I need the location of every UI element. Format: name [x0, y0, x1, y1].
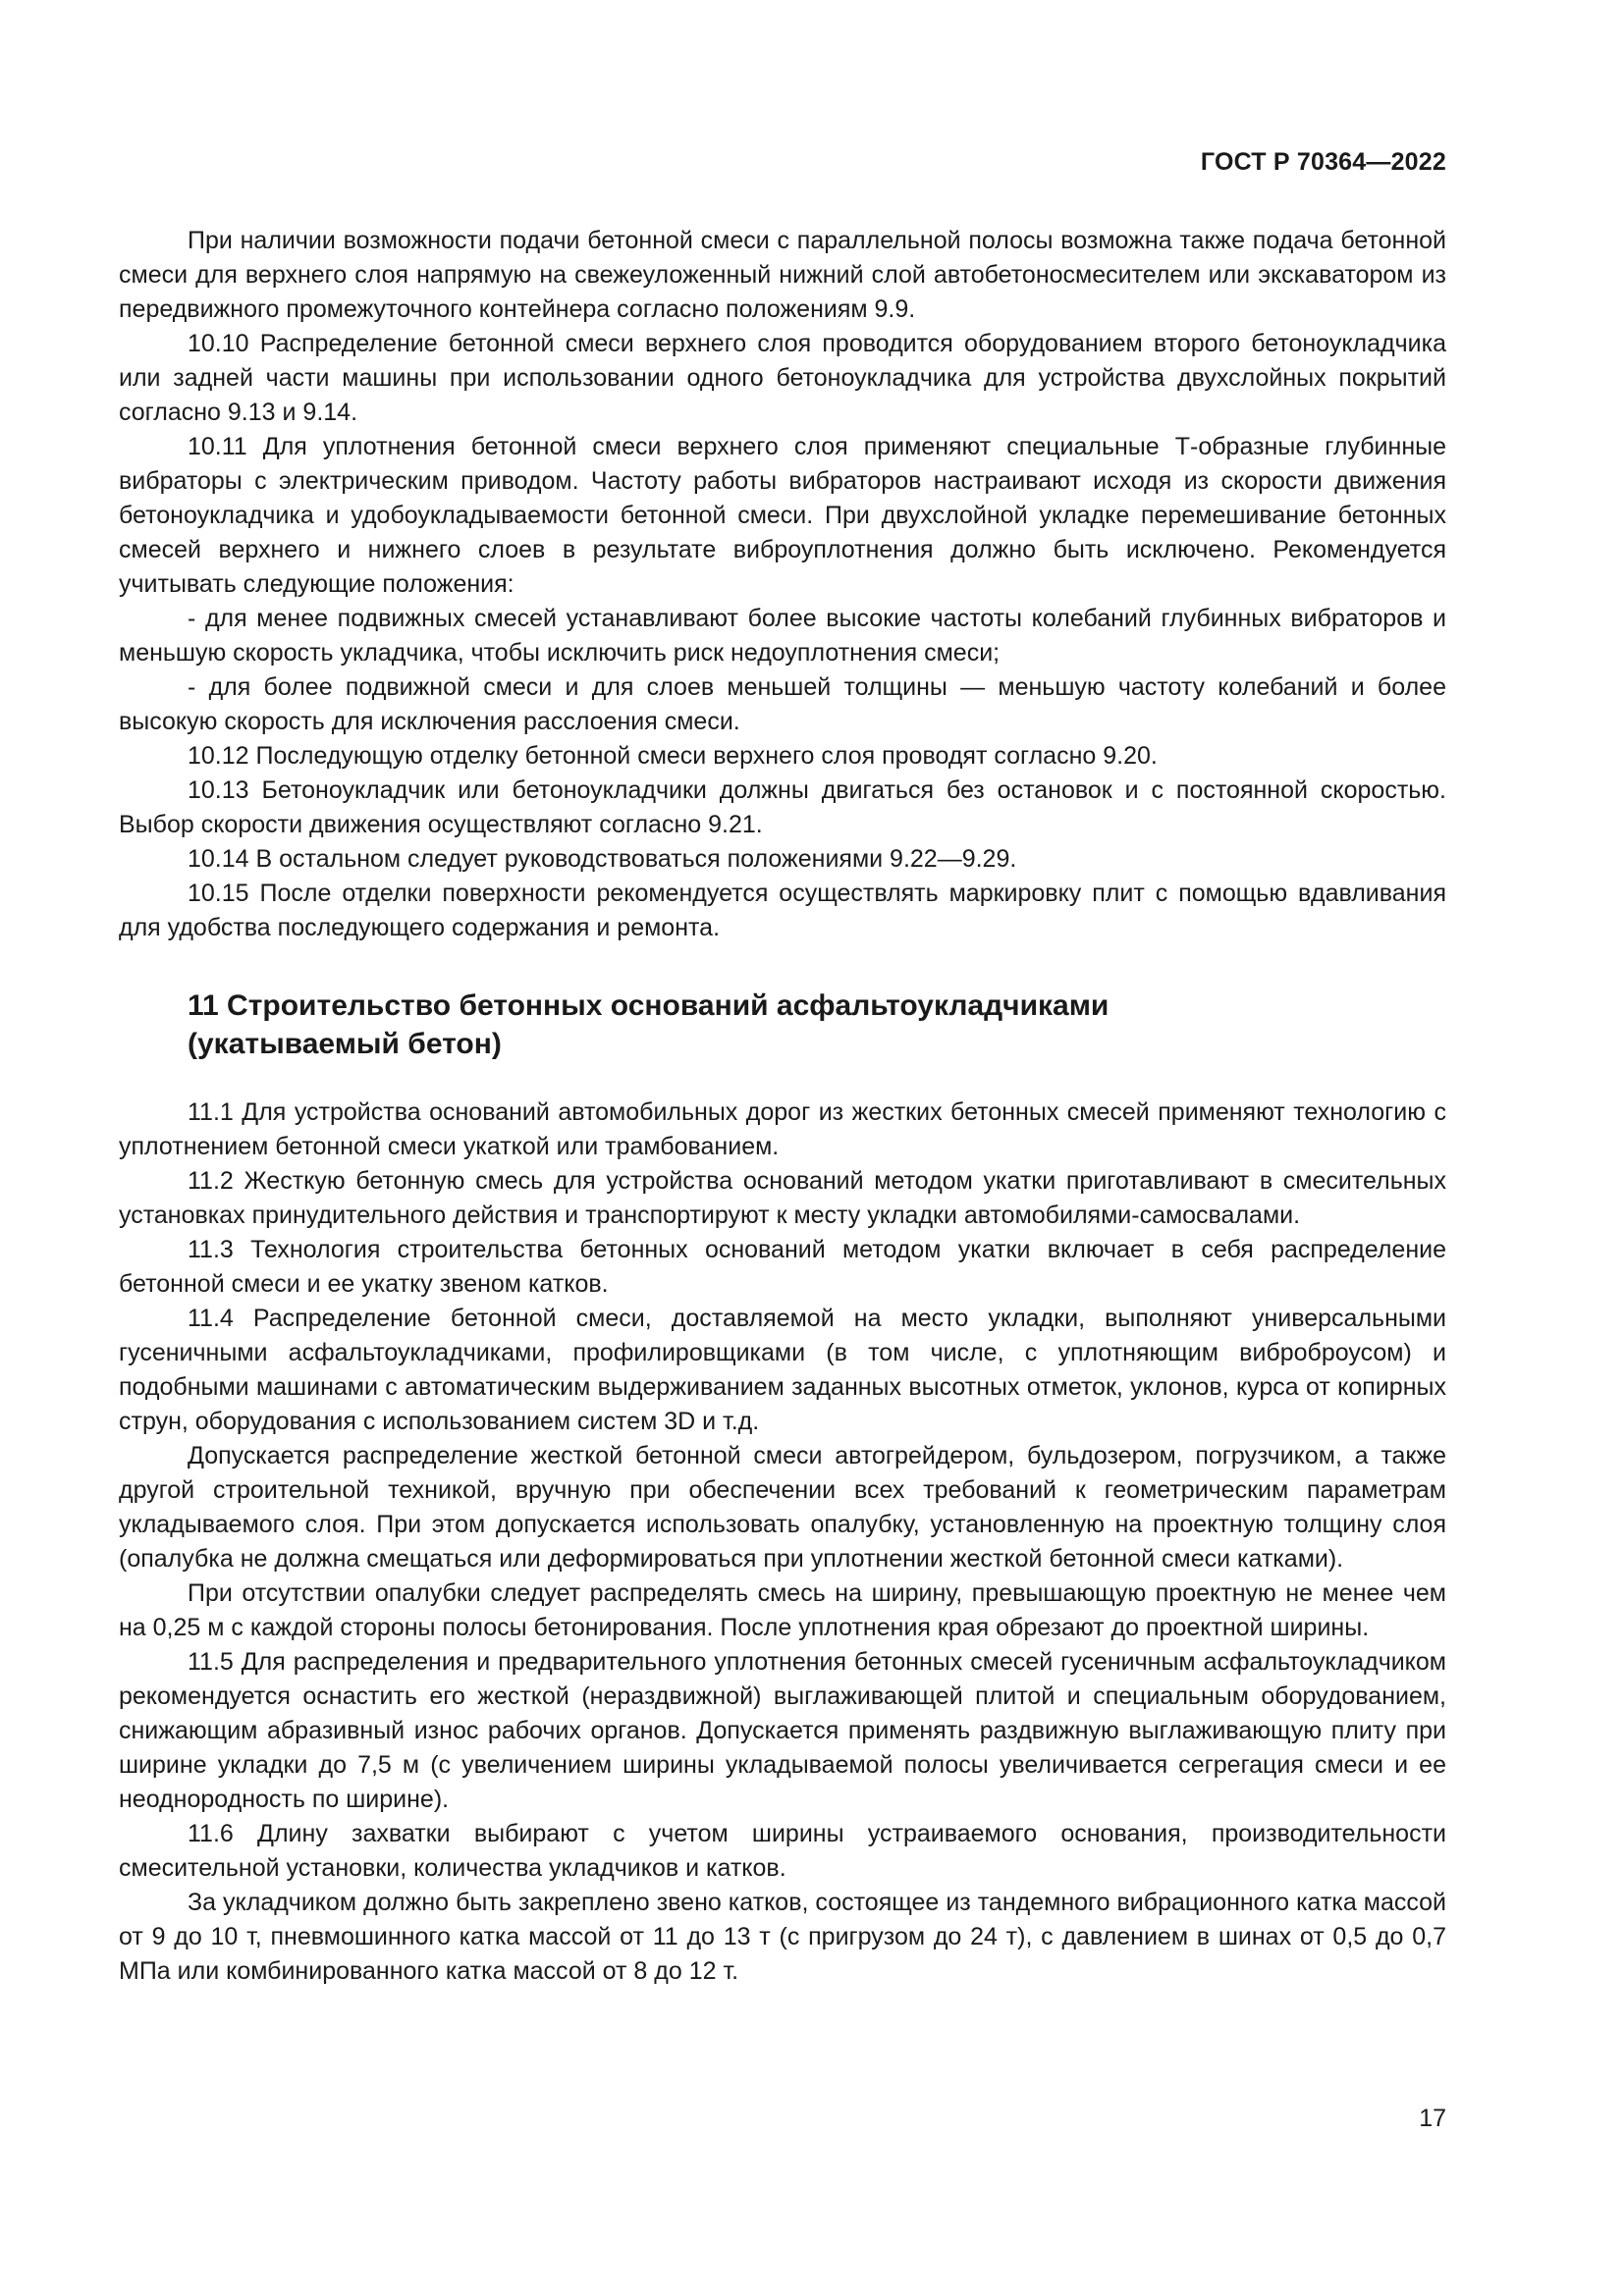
paragraph-10-13: 10.13 Бетоноукладчик или бетоноукладчики должны двигаться без остановок и с постоянной скоростью. Выбор скорости движения осуществляют согласно 9.21. [119, 776, 1446, 838]
paragraph-10-11: 10.11 Для уплотнения бетонной смеси верхнего слоя применяют специальные Т-образные глубинные вибраторы с электрическим приводом. Частоту работы вибраторов настраивают исходя из скорости движения бетоноукладчика и удобоукладываемости бетонной смеси. При двухслойной укладке перемешивание бетонных смесей верхнего и нижнего слоев в результате виброуплотнения должно быть исключено. Рекомендуется учитывать следующие положения: [119, 433, 1446, 598]
document-code: ГОСТ Р 70364—2022 [1200, 148, 1446, 176]
paragraph: За укладчиком должно быть закреплено звено катков, состоящее из тандемного вибрационного катка массой от 9 до 10 т, пневмошинного катка массой от 11 до 13 т (с пригрузом до 24 т), с давлением в шинах от 0,5 до 0,7 МПа или комбинированного катка массой от 8 до 12 т. [119, 1889, 1446, 1985]
paragraph-11-3: 11.3 Технология строительства бетонных оснований методом укатки включает в себя распределение бетонной смеси и ее укатку звеном катков. [119, 1236, 1446, 1298]
page-number: 17 [1419, 2105, 1446, 2132]
paragraph-11-1: 11.1 Для устройства оснований автомобильных дорог из жестких бетонных смесей применяют технологию с уплотнением бетонной смеси укаткой или трамбованием. [119, 1098, 1446, 1160]
paragraph-11-6: 11.6 Длину захватки выбирают с учетом ширины устраиваемого основания, производительности смесительной установки, количества укладчиков и катков. [119, 1820, 1446, 1882]
paragraph-11-5: 11.5 Для распределения и предварительного уплотнения бетонных смесей гусеничным асфальтоукладчиком рекомендуется оснастить его жесткой (нераздвижной) выглаживающей плитой и специальным оборудованием, снижающим абразивный износ рабочих органов. Допускается применять раздвижную выглаживающую плиту при ширине укладки до 7,5 м (с увеличением ширины укладываемой полосы увеличивается сегрегация смеси и ее неоднородность по ширине). [119, 1648, 1446, 1813]
paragraph-10-12: 10.12 Последующую отделку бетонной смеси верхнего слоя проводят согласно 9.20. [188, 742, 1158, 770]
paragraph-10-14: 10.14 В остальном следует руководствоваться положениями 9.22—9.29. [188, 845, 1017, 873]
section-heading [188, 987, 1446, 1063]
section-heading-line: 11 Строительство бетонных оснований асфальтоукладчиками [188, 989, 1110, 1022]
document-body [119, 224, 1446, 1989]
paragraph-10-15: 10.15 После отделки поверхности рекомендуется осуществлять маркировку плит с помощью вдавливания для удобства последующего содержания и ремонта. [119, 880, 1446, 941]
paragraph: При отсутствии опалубки следует распределять смесь на ширину, превышающую проектную не менее чем на 0,25 м с каждой стороны полосы бетонирования. После уплотнения края обрезают до проектной ширины. [119, 1579, 1446, 1641]
list-item: - для менее подвижных смесей устанавливают более высокие частоты колебаний глубинных вибраторов и меньшую скорость укладчика, чтобы исключить риск недоуплотнения смеси; [119, 605, 1446, 667]
section-heading-line: (укатываемый бетон) [188, 1028, 502, 1060]
paragraph-10-10: 10.10 Распределение бетонной смеси верхнего слоя проводится оборудованием второго бетоноукладчика или задней части машины при использовании одного бетоноукладчика для устройства двухслойных покрытий согласно 9.13 и 9.14. [119, 330, 1446, 426]
paragraph-11-2: 11.2 Жесткую бетонную смесь для устройства оснований методом укатки приготавливают в смесительных установках принудительного действия и транспортируют к месту укладки автомобилями-самосвалами. [119, 1167, 1446, 1229]
document-page [119, 0, 1446, 2296]
paragraph: Допускается распределение жесткой бетонной смеси автогрейдером, бульдозером, погрузчиком, а также другой строительной техникой, вручную при обеспечении всех требований к геометрическим параметрам укладываемого слоя. При этом допускается использовать опалубку, установленную на проектную толщину слоя (опалубка не должна смещаться или деформироваться при уплотнении жесткой бетонной смеси катками). [119, 1442, 1446, 1573]
paragraph-11-4: 11.4 Распределение бетонной смеси, доставляемой на место укладки, выполняют универсальными гусеничными асфальтоукладчиками, профилировщиками (в том числе, с уплотняющим виброброусом) и подобными машинами с автоматическим выдерживанием заданных высотных отметок, уклонов, курса от копирных струн, оборудования с использованием систем 3D и т.д. [119, 1305, 1446, 1435]
paragraph: При наличии возможности подачи бетонной смеси с параллельной полосы возможна также подача бетонной смеси для верхнего слоя напрямую на свежеуложенный нижний слой автобетоносмесителем или экскаватором из передвижного промежуточного контейнера согласно положениям 9.9. [119, 227, 1446, 323]
list-item: - для более подвижной смеси и для слоев меньшей толщины — меньшую частоту колебаний и более высокую скорость для исключения расслоения смеси. [119, 673, 1446, 735]
